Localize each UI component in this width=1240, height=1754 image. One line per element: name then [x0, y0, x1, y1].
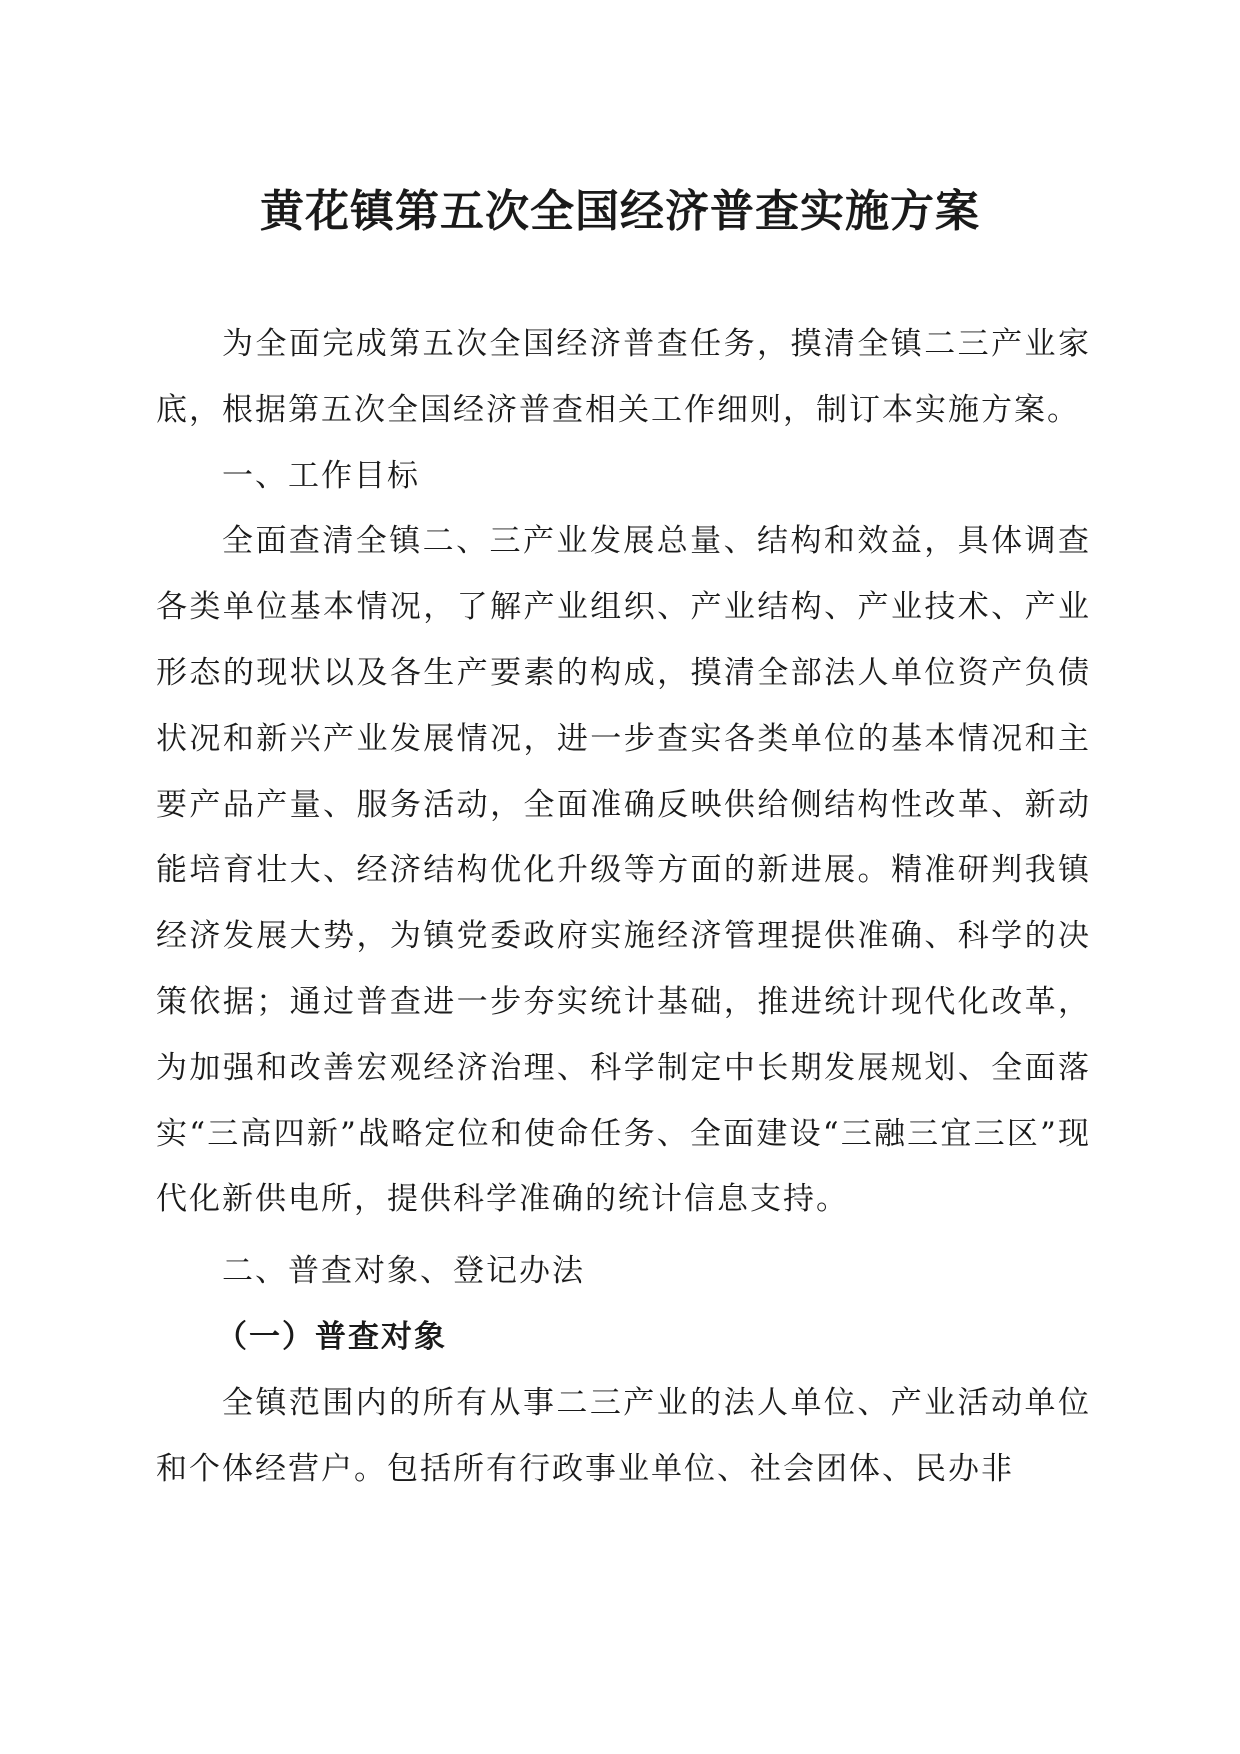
section-heading-work-goals: 一、工作目标: [222, 457, 420, 494]
document-body: [156, 312, 1091, 1502]
census-objects-paragraph: 全镇范围内的所有从事二三产业的法人单位、产业活动单位和个体经营户。包括所有行政事业单位、社会团体、民办非: [156, 1384, 1091, 1487]
intro-paragraph: 为全面完成第五次全国经济普查任务，摸清全镇二三产业家底，根据第五次全国经济普查相关工作细则，制订本实施方案。: [156, 326, 1091, 428]
document-title: 黄花镇第五次全国经济普查实施方案: [260, 186, 980, 237]
section-heading-census-objects: 二、普查对象、登记办法: [222, 1253, 585, 1290]
subsection-heading-census-objects: （一）普查对象: [216, 1318, 447, 1355]
work-goals-paragraph: 全面查清全镇二、三产业发展总量、结构和效益，具体调查各类单位基本情况，了解产业组织、产业结构、产业技术、产业形态的现状以及各生产要素的构成，摸清全部法人单位资产负债状况和新兴产业发展情况，进一步查实各类单位的基本情况和主要产品产量、服务活动，全面准确反映供给侧结构性改革、新动能培育壮大、经济结构优化升级等方面的新进展。精准研判我镇经济发展大势，为镇党委政府实施经济管理提供准确、科学的决策依据；通过普查进一步夯实统计基础，推进统计现代化改革，为加强和改善宏观经济治理、科学制定中长期发展规划、全面落实“三高四新”战略定位和使命任务、全面建设“三融三宜三区”现代化新供电所，提供科学准确的统计信息支持。: [156, 523, 1091, 1218]
